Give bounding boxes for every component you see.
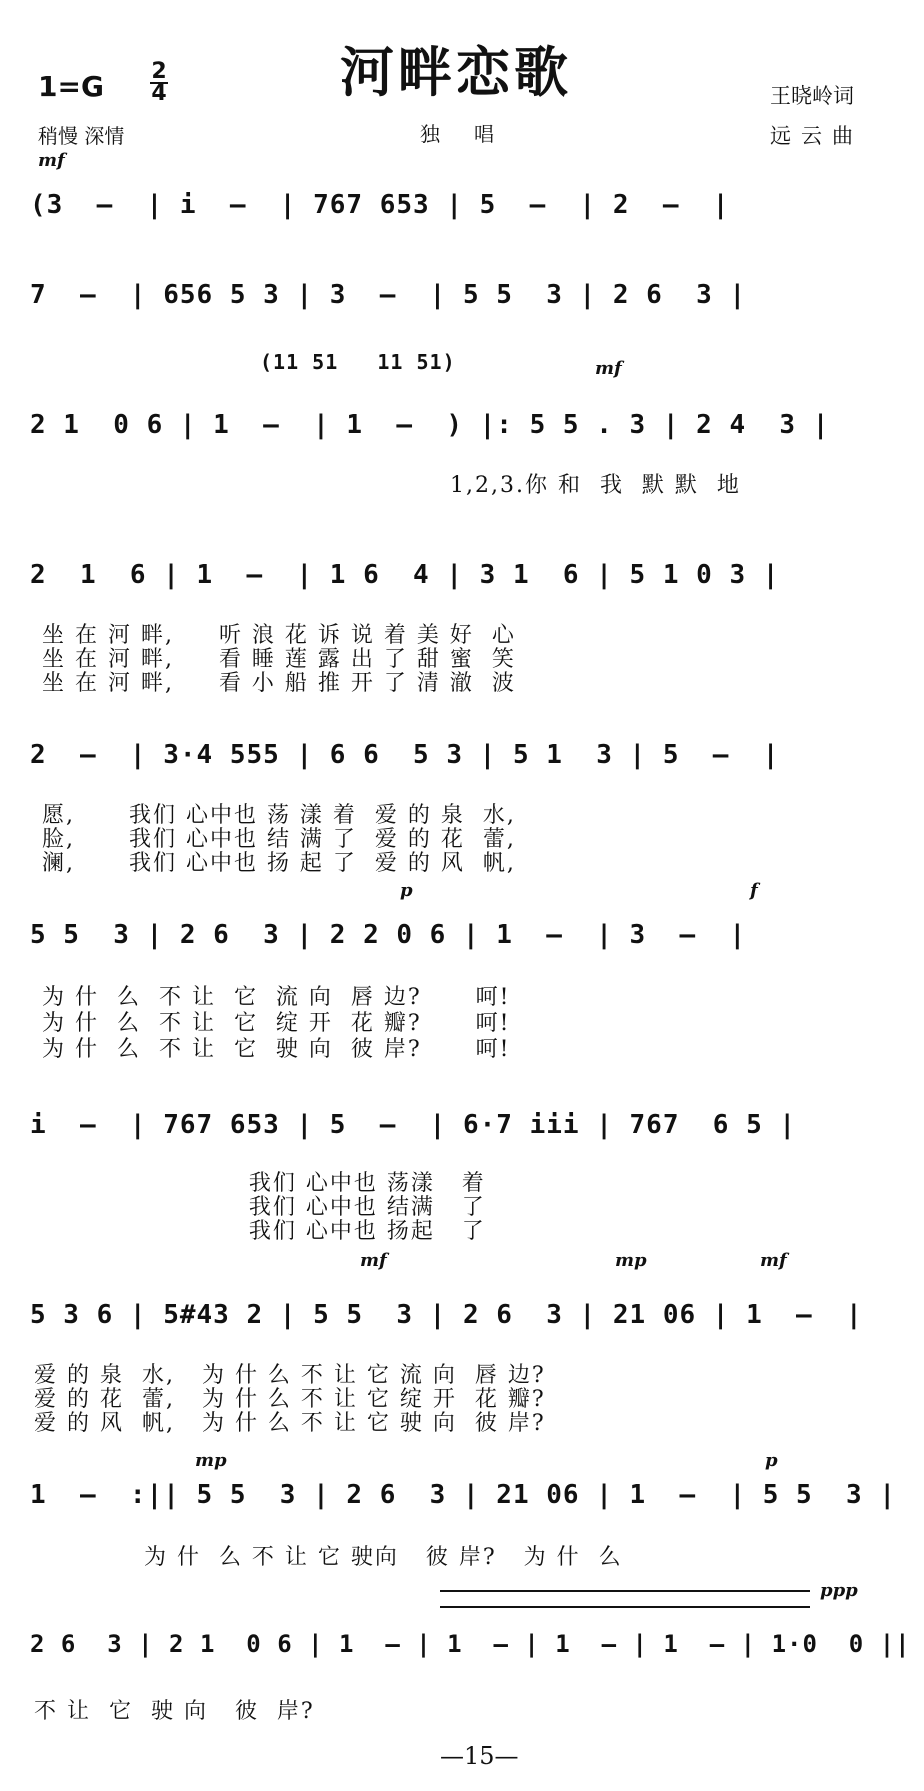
lyric-line-2: 爱 的 花 蕾, 为 什 么 不 让 它 绽 开 花 瓣? [34,1387,546,1412]
lyric-line-3: 我们 心中也 扬起 了 [42,1219,486,1244]
dynamic-mark-2: p [765,1450,778,1471]
notation-line: 1 — :|| 5 5 3 | 2 6 3 | 21 06 | 1 — | 5 5 3 | [30,1480,896,1510]
lyric-line-1: 爱 的 泉 水, 为 什 么 不 让 它 流 向 唇 边? [34,1363,546,1388]
notation-line: 2 6 3 | 2 1 0 6 | 1 — | 1 — | 1 — | 1 — | 1·0 0 || [30,1630,911,1658]
lyricist-credit: 王晓岭词 [770,84,854,108]
dynamic-mark: p [400,880,413,901]
dynamic-mark: ppp [820,1580,858,1601]
lyric-line-1: 为 什 么 不 让 它 流 向 唇 边? 呵! [42,985,511,1010]
time-bottom: 4 [151,81,167,106]
lyric-line-2: 坐 在 河 畔, 看 睡 莲 露 出 了 甜 蜜 笑 [42,647,516,672]
dynamic-mark: mf [595,358,622,379]
dynamic-mark: mp [195,1450,227,1471]
tempo-marking: 稍慢 深情 [38,124,125,148]
lyric-line-1: 愿, 我们 心中也 荡 漾 着 爱 的 泉 水, [42,803,516,828]
lyric-line-1: 不 让 它 驶 向 彼 岸? [34,1699,315,1724]
dynamic-mark-2: f [750,880,758,901]
lyric-line-3: 为 什 么 不 让 它 驶 向 彼 岸? 呵! [42,1037,511,1062]
performance-marking: 独唱 [420,122,528,146]
score-system-10 [30,1580,911,1730]
lyric-line-2: 为 什 么 不 让 它 绽 开 花 瓣? 呵! [42,1011,511,1036]
notation-line: 5 3 6 | 5#43 2 | 5 5 3 | 2 6 3 | 21 06 | 1 — | [30,1300,863,1330]
score-system-7 [30,1070,900,1244]
page-number: —15— [440,1742,519,1770]
notation-line: 2 1 0 6 | 1 — | 1 — ) |: 5 5 . 3 | 2 4 3 | [30,410,830,440]
score-system-6 [30,880,900,1070]
notation-line: 7 — | 656 5 3 | 3 — | 5 5 3 | 2 6 3 | [30,280,747,310]
score-system-4 [30,520,900,696]
lyric-line-1: 为 什 么 不 让 它 驶向 彼 岸? 为 什 么 [90,1545,623,1570]
lyric-line-2: 脸, 我们 心中也 结 满 了 爱 的 花 蕾, [42,827,516,852]
diminuendo-hairpin [440,1590,810,1608]
lyric-line-3: 爱 的 风 帆, 为 什 么 不 让 它 驶 向 彼 岸? [34,1411,546,1436]
notation-line: (3 — | i — | 767 653 | 5 — | 2 — | [30,190,730,220]
score-system-1 [30,150,900,240]
song-title: 河畔恋歌 [340,40,572,104]
score-system-8 [30,1250,900,1450]
score-system-5 [30,700,900,876]
notation-line: 2 — | 3·4 555 | 6 6 5 3 | 5 1 3 | 5 — | [30,740,780,770]
score-system-3 [30,350,900,510]
notation-line: i — | 767 653 | 5 — | 6·7 iii | 767 6 5 | [30,1110,797,1140]
grace-notes-line: (11 51 11 51) [260,350,456,374]
notation-line: 2 1 6 | 1 — | 1 6 4 | 3 1 6 | 5 1 0 3 | [30,560,780,590]
score-system-9 [30,1450,900,1570]
lyric-line-3: 澜, 我们 心中也 扬 起 了 爱 的 风 帆, [42,851,516,876]
notation-line: 5 5 3 | 2 6 3 | 2 2 0 6 | 1 — | 3 — | [30,920,747,950]
lyric-line-1: 1,2,3.你 和 我 默 默 地 [450,473,741,498]
dynamic-mark-2: mp [615,1250,647,1271]
key-signature: 1=G [38,70,104,103]
lyric-line-2: 我们 心中也 结满 了 [42,1195,486,1220]
score-system-2 [30,260,900,350]
dynamic-mark-3: mf [760,1250,787,1271]
dynamic-mark: mf [38,150,65,171]
lyric-line-3: 坐 在 河 畔, 看 小 船 推 开 了 清 澈 波 [42,671,516,696]
dynamic-mark: mf [360,1250,387,1271]
lyric-line-1: 坐 在 河 畔, 听 浪 花 诉 说 着 美 好 心 [42,623,516,648]
composer-credit: 远云曲 [770,124,863,148]
time-top: 2 [151,59,167,84]
time-signature [150,59,168,106]
lyric-line-1: 我们 心中也 荡漾 着 [42,1171,486,1196]
